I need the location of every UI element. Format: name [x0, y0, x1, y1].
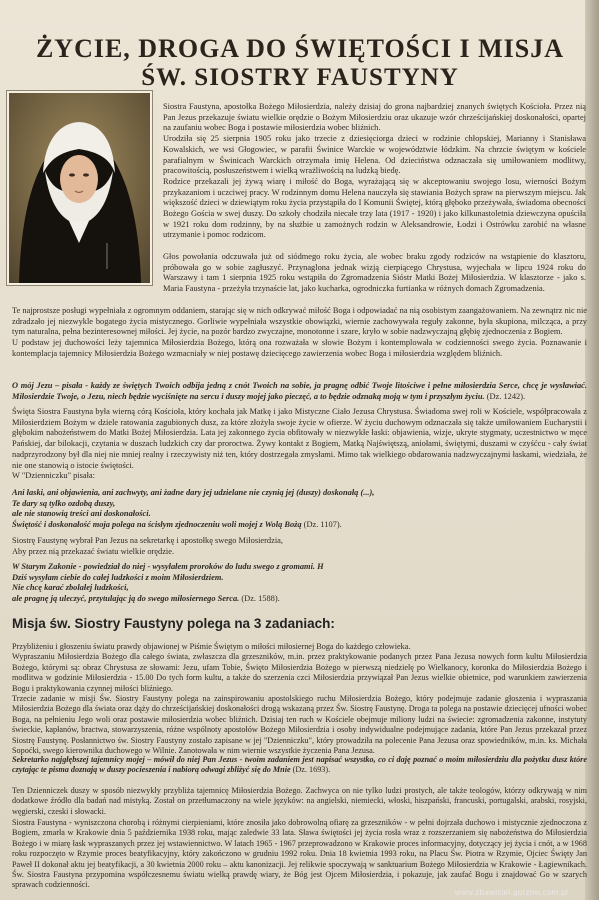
title-line-1: ŻYCIE, DROGA DO ŚWIĘTOŚCI I MISJA [35, 34, 565, 63]
mission-text [12, 642, 587, 756]
quote-mercy-line: W Starym Zakonie - powiedział do niej - wysyłałem proroków do ludu swego z gromami. H [12, 562, 324, 571]
mission-paragraph: Wypraszaniu Miłosierdzia Bożego dla całego świata, zwłaszcza dla grzeszników, m.in. przez praktykowanie podanych przez Pana Jezusa nowych form kultu Miłosierdzia Bożego, którymi są: obraz Chrystusa ze słowami: Jezu, ufam Tobie, Święto Miłosierdzia Bożego w pierwszą niedzielę po Wielkanocy, koronka do Miłosierdzia Bożego i modlitwa w godzinie Miłosierdzia - 15.00 Do tych form kultu, a także do szerzenia czci Miłosierdzia przywiązał Pan Jezus wielkie obietnice, pod warunkiem zawierzenia Bogu i praktykowania czynnej miłości bliźniego. [12, 652, 587, 693]
quote-mercy-line: Dziś wysyłam ciebie do całej ludzkości z moim Miłosierdziem. [12, 572, 224, 582]
mission-heading: Misja św. Siostry Faustyny polega na 3 zadaniach: [12, 616, 335, 631]
mission-paragraph: Przybliżeniu i głoszeniu światu prawdy objawionej w Piśmie Świętym o miłości miłosiernej Boga do każdego człowieka. [12, 642, 411, 651]
spirituality-paragraph: U podstaw jej duchowości leży tajemnica Miłosierdzia Bożego, którą ona rozważała w słowie Bożym i kontemplowała w codzienności swego życia. Poznawanie i kontemplacja tajemnicy Miłosierdzia Bożego wzmacniały w niej postawę dziecięcego zawierzenia wobec Boga i miłosierdzia względem bliźnich. [12, 338, 587, 358]
chosen-text [12, 536, 587, 557]
diary-paragraph: Ten Dzienniczek duszy w sposób niezwykły przybliża tajemnicę Miłosierdzia Bożego. Zachwyca on nie tylko ludzi prostych, ale także teologów, którzy odkrywają w nim dodatkowe źródło dla badań nad mistyką. Został on przetłumaczony na wiele języków: na angielski, niemiecki, włoski, hiszpański, francuski, portugalski, arabski, rosyjski, węgierski, czeski i słowacki. [12, 786, 587, 816]
quote-holiness-line: Te dary są tylko ozdobą duszy, [12, 498, 116, 508]
quote-secretary [12, 755, 587, 776]
quote-secretary-body: Sekretarko najgłębszej tajemnicy mojej – mówił do niej Pan Jezus - twoim zadaniem jest napisać wszystko, co ci daję poznać o moim miłosierdziu dla pożytku dusz które czytając te pisma doznają w duszy pocieszenia i nabiorą odwagi zbliżyć się do Mnie [12, 755, 587, 775]
church-paragraph: Święta Siostra Faustyna była wierną córą Kościoła, który kochała jak Matkę i jako Mistyczne Ciało Jezusa Chrystusa. Świadoma swej roli w Kościele, współpracowała z Miłosierdziem Bożym w dziele ratowania zagubionych dusz, za które złożyła swoje życie w ofierze. W życiu duchowym odznaczała się także umiłowaniem Eucharystii i głębokim nabożeństwem do Matki Bożej Miłosierdzia. Lata jej zakonnego życia obfitowały w niezwykłe łaski: objawienia, wizje, ukryte stygmaty, uczestnictwo w męce Pańskiej, dar bilokacji, czytania w duszach ludzkich czy dar proroctwa. Żywy kontakt z Bogiem, Matką Najświętszą, aniołami, świętymi, duszami w czyśćcu - cały świat nadprzyrodzony był dla niej nie mniej realny i rzeczywisty niż ten, który dostrzegała zmysłami. Mimo tak wielkiego obdarowania nadzwyczajnymi łaskami, wiedziała, że nie one stanowią o istocie świętości. [12, 407, 587, 470]
quote-heart-body: – pisała - każdy ze świętych Twoich odbija jedną z cnót Twoich na sobie, ja pragnę odbić Twoje litościwe i pełne miłosierdzia Serce, chcę je wysławiać. Miłosierdzie Twoje, o Jezu, niech będzie wyciśnięte na sercu i duszy mojej jako pieczęć, a to będzie odznaką moją w tym i przyszłym życiu. [12, 381, 587, 401]
quote-mercy-line: ale pragnę ją uleczyć, przytulając ją do swego miłosiernego Serca. [12, 594, 240, 604]
quote-secretary-ref: (Dz. 1693). [290, 765, 331, 775]
intro-paragraph: Urodziła się 25 sierpnia 1905 roku jako trzecie z dziesięciorga dzieci w rodzinie chłopskiej, Marianny i Stanisława Kowalskich, we wsi Głogowiec, w parafii Świnice Warckie w województwie łódzkim. Na chrzcie świętym w kościele parafialnym w Świnicach Warckich otrzymała imię Helena. Od dzieciństwa odznaczała się umiłowaniem modlitwy, pracowitością, posłuszeństwem i wielką wrażliwością na ludzką biedę. [163, 134, 586, 176]
diary-intro: W "Dzienniczku" pisała: [12, 471, 95, 481]
quote-holiness-ref: (Dz. 1107). [301, 520, 342, 530]
poster-edge [585, 0, 599, 900]
portrait-photo [7, 91, 152, 285]
quote-mercy [12, 562, 587, 605]
diary-text [12, 786, 587, 817]
vocation-text [163, 252, 586, 295]
vocation-paragraph: Głos powołania odczuwała już od siódmego roku życia, ale wobec braku zgody rodziców na wstąpienie do klasztoru, próbowała go w sobie zagłuszyć. Przynaglona jednak wizją cierpiącego Chrystusa, wyjechała w lipcu 1924 roku do Warszawy i tam 1 sierpnia 1925 roku wstąpiła do Zgromadzenia Sióstr Matki Bożej Miłosierdzia. W klasztorze - jako s. Maria Faustyna - przeżyła trzynaście lat, jako kucharka, ogrodniczka furtianka w różnych domach Zgromadzenia. [163, 252, 586, 294]
quote-holiness-line: ale nie stanowią treści ani doskonałości. [12, 509, 151, 519]
portrait-illustration [9, 93, 150, 283]
intro-paragraph: Rodzice przekazali jej żywą wiarę i miłość do Boga, wyrażającą się w akceptowaniu swojego losu, wierności Bożym przykazaniom i uczciwej pracy. W rodzinnym domu Helena nauczyła się stawiania Bożych spraw na pierwszym miejscu. Jak większość dzieci w dziewiątym roku życia przystąpiła do I Komunii Świętej, którą głęboko przeżywała, świadoma obecności Bożego Gościa w swej duszy. Do szkoły chodziła niecałe trzy lata (1917 - 1920) i jako kilkunastoletnia dziewczyna opuściła w 1921 roku dom rodzinny, by na służbie u zamożnych rodzin w Aleksandrowie, Łodzi i Ostrówku zarobić na własne utrzymanie i pomoc rodzicom. [163, 176, 586, 240]
spirituality-paragraph: Te najprostsze posługi wypełniała z ogromnym oddaniem, starając się w nich odkrywać miłość Boga i odpowiadać na nią osobistym zaangażowaniem. Na zewnątrz nic nie zdradzało jej niezwykle bogatego życia mistycznego. Gorliwie wypełniała wszystkie obowiązki, wiernie zachowywała reguły zakonne, była skupiona, milcząca, a przy tym naturalna, pełna bezinteresownej miłości. Jej życie, na pozór bardzo zwyczajne, monotonne i szare, kryło w sobie nadzwyczajną głębię zjednoczenia z Bogiem. [12, 306, 588, 337]
quote-holiness [12, 488, 587, 531]
quote-heart-ref: (Dz. 1242). [484, 391, 526, 401]
chosen-line: Aby przez nią przekazać światu wielkie orędzie. [12, 546, 175, 556]
quote-heart-lead: O mój Jezu [12, 381, 53, 390]
death-text [12, 818, 587, 891]
watermark: www.zbawiciel.gorzow.com.pl [455, 888, 569, 897]
quote-heart [12, 381, 587, 402]
church-text [12, 407, 587, 482]
intro-text [163, 102, 586, 241]
quote-mercy-line: Nie chcę karać zbolałej ludzkości, [12, 583, 129, 593]
spirituality-text [12, 306, 587, 360]
title-line-2: ŚW. SIOSTRY FAUSTYNY [141, 64, 459, 91]
intro-paragraph: Siostra Faustyna, apostołka Bożego Miłosierdzia, należy dzisiaj do grona najbardziej znanych świętych Kościoła. Przez nią Pan Jezus przekazuje światu wielkie orędzie o Bożym Miłosierdziu oraz ukazuje wzór chrześcijańskiej doskonałości, opartej na zaufaniu wobec Boga i postawie miłosierdzia wobec bliźnich. [163, 102, 586, 133]
quote-mercy-ref: (Dz. 1588). [239, 594, 280, 604]
death-paragraph: Siostra Faustyna - wyniszczona chorobą i różnymi cierpieniami, które znosiła jako dobrowolną ofiarę za grzeszników - w pełni dojrzała duchowo i mistycznie zjednoczona z Bogiem, zmarła w Krakowie dnia 5 października 1938 roku, mając zaledwie 33 lata. Sława świętości jej życia rosła wraz z rozszerzaniem się nabożeństwa do Miłosierdzia Bożego i w miarę łask wypraszanych przez jej wstawiennictwo. W latach 1965 - 1967 przeprowadzono w Krakowie proces informacyjny, dotyczący jej życia i cnót, a w 1968 roku rozpoczęto w Rzymie proces beatyfikacyjny, który zakończono w grudniu 1992 roku. Dnia 18 kwietnia 1993 roku, na Placu Św. Piotra w Rzymie, Ojciec Święty Jan Paweł II dokonał aktu jej beatyfikacji, a 30 kwietnia 2000 roku – aktu kanonizacji. Jej relikwie spoczywają w sanktuarium Bożego Miłosierdzia w Krakowie - Łagiewnikach. Św. Siostra Faustyna przypomina współczesnemu światu wielką prawdę wiary, że Bóg jest Ojcem Miłosierdzia, i pokazuje, jak zaufać Bogu i znajdować Go w szarych sprawach codzienności. [12, 818, 587, 890]
chosen-line: Siostrę Faustynę wybrał Pan Jezus na sekretarkę i apostołkę swego Miłosierdzia, [12, 536, 283, 545]
quote-holiness-line: Ani łaski, ani objawienia, ani zachwyty, ani żadne dary jej udzielane nie czynią jej (duszy) doskonałą (...), [12, 488, 375, 497]
quote-holiness-line: Świętość i doskonałość moja polega na ścisłym zjednoczeniu woli mojej z Wolą Bożą [12, 520, 302, 530]
mission-paragraph: Trzecie zadanie w misji Św. Siostry Faustyny polega na zainspirowaniu apostolskiego ruchu Miłosierdzia Bożego, który podejmuje zadanie głoszenia i wypraszania Miłosierdzia Bożego dla świata oraz dąży do chrześcijańskiej doskonałości drogą wskazaną przez Św. Siostrę Faustynę. Droga ta polega na postawie dziecięcej ufności wobec Boga, na pełnieniu Jego woli oraz postawie miłosierdzia wobec bliźnich. Dzisiaj ten ruch w Kościele obejmuje miliony ludzi na świecie: zgromadzenia zakonne, instytuty świeckie, kapłanów, bractwa, stowarzyszenia, różne wspólnoty apostołów Bożego Miłosierdzia i osoby indywidualne podejmujące zadania, które Pan Jezus przekazał przez Siostrę Faustynę. Posłannictwo św. Siostry Faustyny zostało zapisane w jej "Dzienniczku", który prowadziła na polecenie Pana Jezusa oraz spowiedników, m.in. ks. Michała Sopoćki, swego kierownika duchowego w Wilnie. Zanotowała w nim wiernie wszystkie życzenia Pana Jezusa. [12, 694, 587, 756]
